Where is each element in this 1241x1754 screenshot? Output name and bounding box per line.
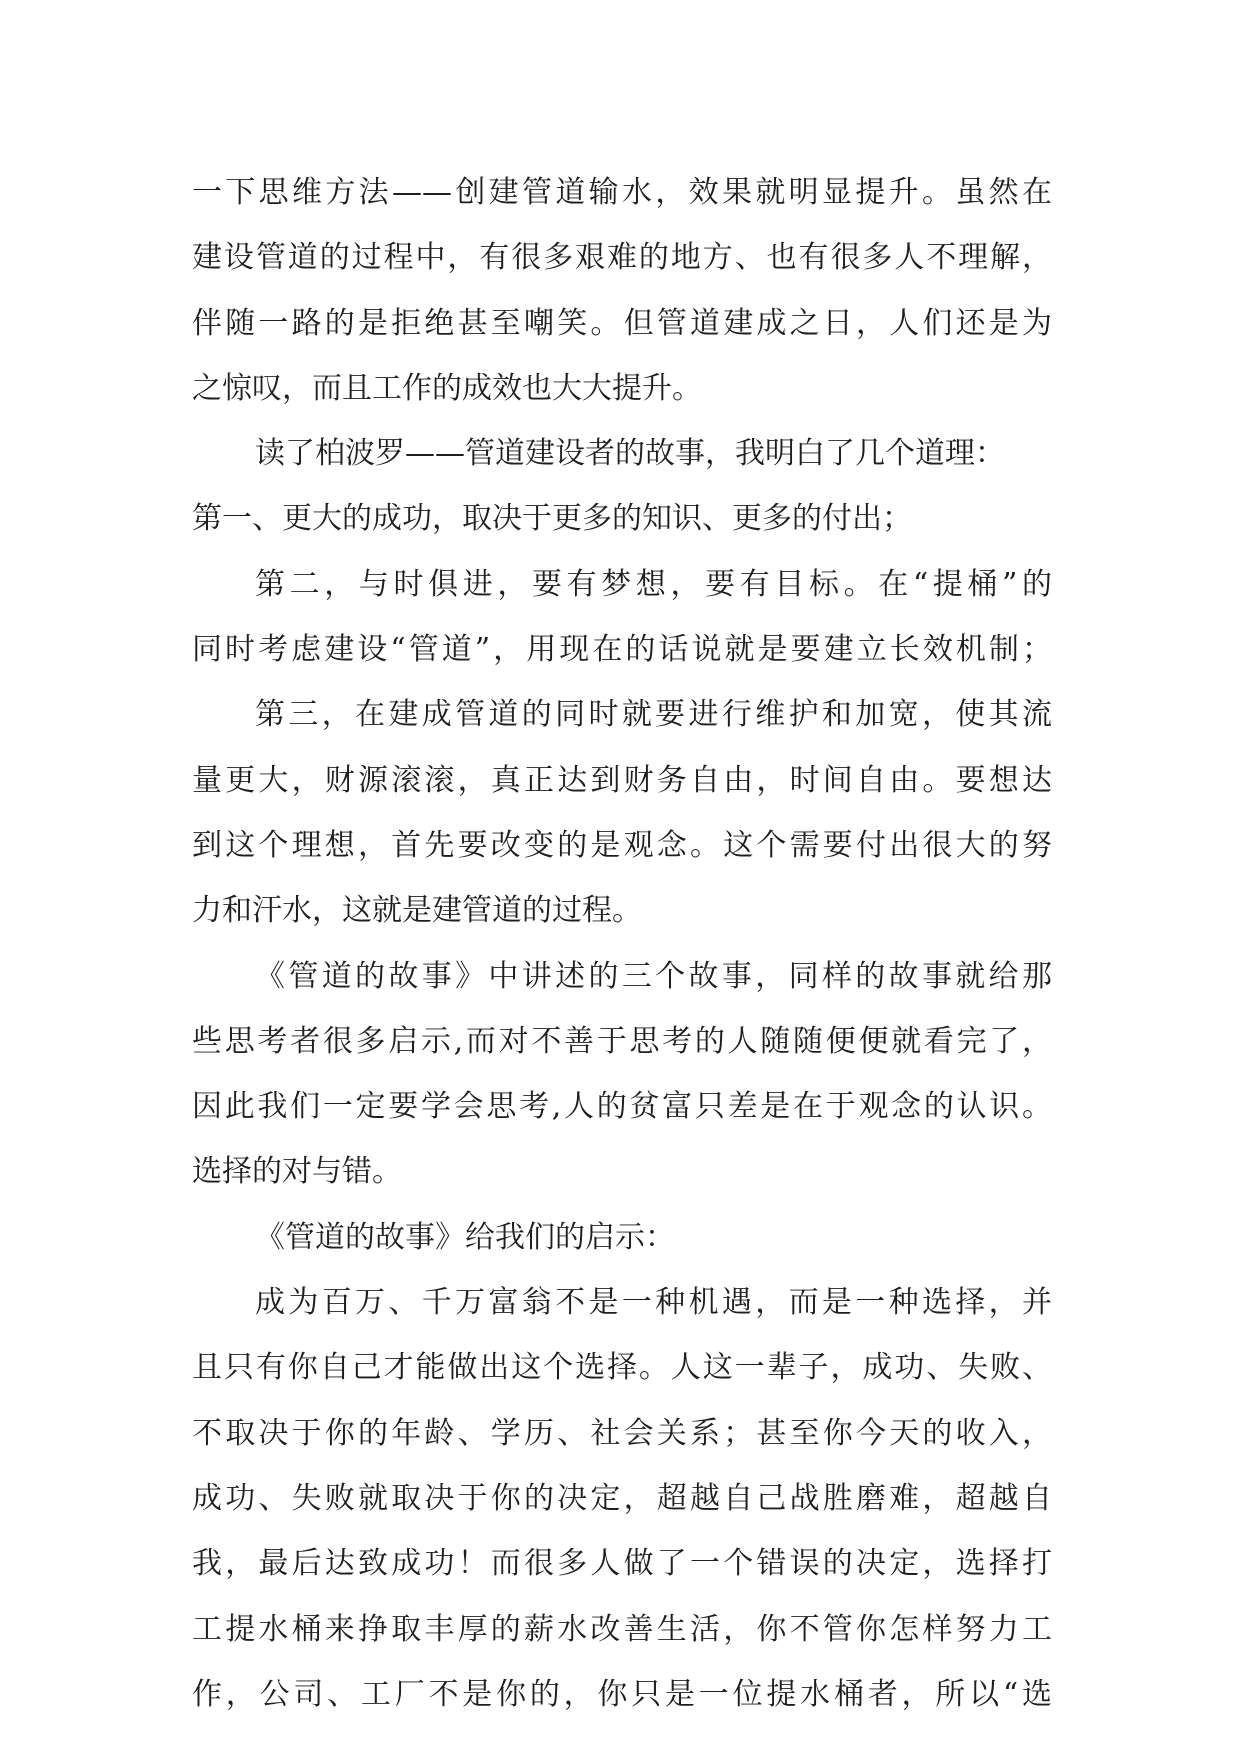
- text-line: 力和汗水，这就是建管道的过程。: [192, 893, 642, 929]
- text-line: 第三，在建成管道的同时就要进行维护和加宽，使其流: [255, 697, 1052, 733]
- text-line: 成为百万、千万富翁不是一种机遇，而是一种选择，并: [255, 1285, 1052, 1321]
- text-line: 第二，与时俱进，要有梦想，要有目标。在“提桶”的: [255, 566, 1052, 602]
- text-line: 作，公司、工厂不是你的，你只是一位提水桶者，所以“选: [192, 1676, 1052, 1712]
- text-line: 《管道的故事》中讲述的三个故事，同样的故事就给那: [255, 958, 1052, 994]
- text-line: 成功、失败就取决于你的决定，超越自己战胜磨难，超越自: [192, 1480, 1052, 1516]
- text-line: 一下思维方法——创建管道输水，效果就明显提升。虽然在: [192, 175, 1052, 210]
- text-line: 些思考者很多启示,而对不善于思考的人随随便便就看完了，: [192, 1023, 1052, 1059]
- text-line: 我，最后达致成功！而很多人做了一个错误的决定，选择打: [192, 1546, 1052, 1582]
- text-line: 选择的对与错。: [192, 1154, 402, 1190]
- text-line: 同时考虑建设“管道”，用现在的话说就是要建立长效机制；: [192, 632, 1052, 668]
- text-line: 到这个理想，首先要改变的是观念。这个需要付出很大的努: [192, 827, 1052, 863]
- text-line: 伴随一路的是拒绝甚至嘲笑。但管道建成之日，人们还是为: [192, 305, 1052, 341]
- text-line: 读了柏波罗——管道建设者的故事，我明白了几个道理：: [255, 436, 1005, 472]
- text-line: 因此我们一定要学会思考,人的贫富只差是在于观念的认识。: [192, 1089, 1052, 1125]
- text-line: 不取决于你的年龄、学历、社会关系；甚至你今天的收入，: [192, 1415, 1052, 1451]
- text-line: 且只有你自己才能做出这个选择。人这一辈子，成功、失败、: [192, 1350, 1052, 1386]
- text-line: 《管道的故事》给我们的启示：: [255, 1219, 675, 1255]
- text-line: 第一、更大的成功，取决于更多的知识、更多的付出；: [192, 501, 912, 537]
- text-line: 量更大，财源滚滚，真正达到财务自由，时间自由。要想达: [192, 762, 1052, 798]
- text-line: 之惊叹，而且工作的成效也大大提升。: [192, 370, 702, 406]
- text-line: 工提水桶来挣取丰厚的薪水改善生活，你不管你怎样努力工: [192, 1611, 1052, 1647]
- text-line: 建设管道的过程中，有很多艰难的地方、也有很多人不理解，: [192, 240, 1052, 276]
- body-text: [192, 160, 1052, 1727]
